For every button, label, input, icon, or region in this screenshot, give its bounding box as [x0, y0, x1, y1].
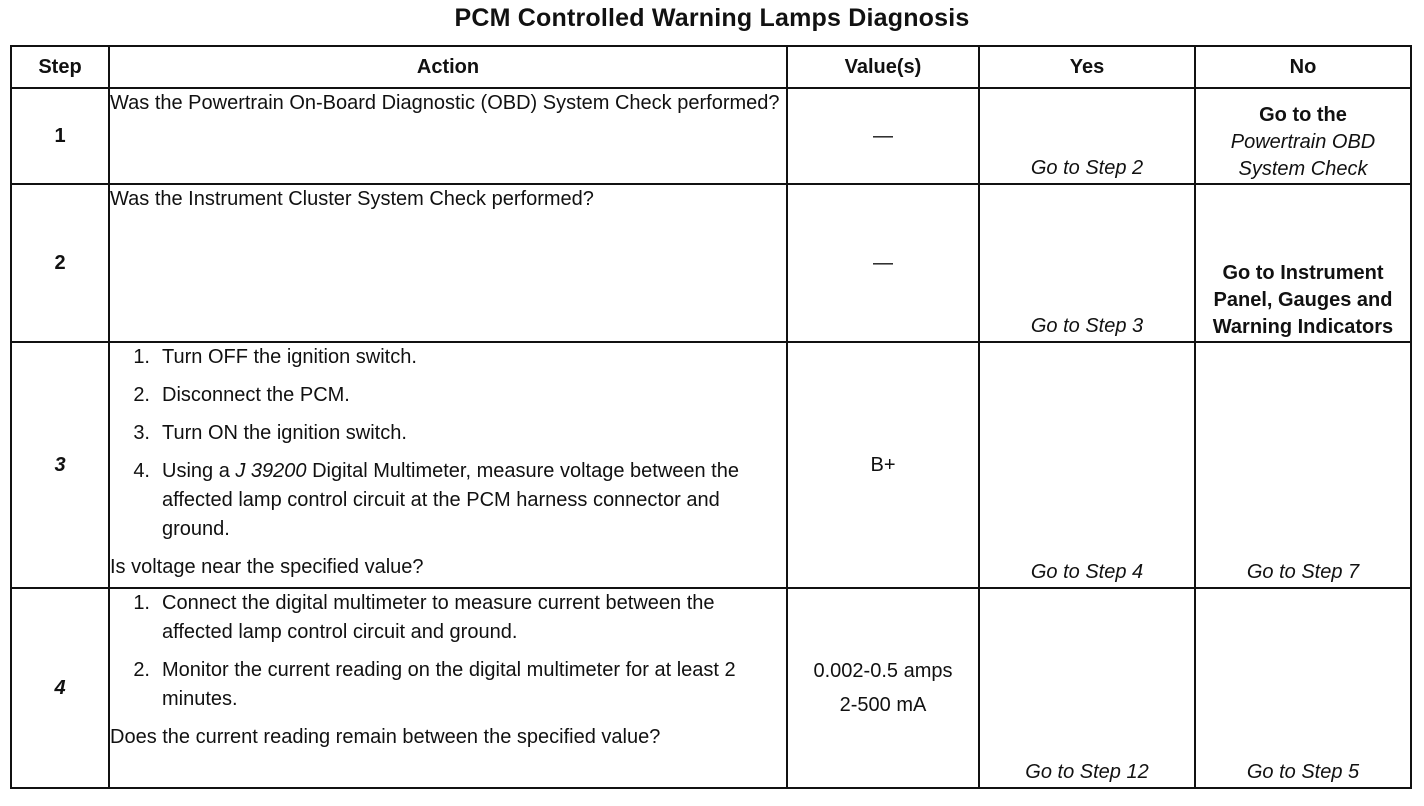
header-values: Value(s)	[787, 46, 979, 88]
yes-cell	[979, 184, 1195, 342]
header-yes: Yes	[979, 46, 1195, 88]
text-segment: Using a	[162, 460, 236, 482]
step-number: 4	[11, 588, 109, 788]
list-item-text: Turn OFF the ignition switch.	[162, 346, 417, 368]
no-prefix: Go to the	[1259, 104, 1347, 126]
list-item	[110, 381, 786, 410]
list-item	[110, 589, 786, 647]
diagnosis-table	[10, 45, 1412, 789]
table-row	[11, 88, 1411, 184]
yes-goto-link[interactable]: Go to Step 2	[1030, 157, 1144, 179]
list-item	[110, 457, 786, 544]
list-item-text	[162, 457, 786, 544]
action-steps-list	[110, 343, 786, 544]
yes-cell	[979, 88, 1195, 184]
value-line: 0.002-0.5 amps	[813, 660, 953, 682]
table-row	[11, 184, 1411, 342]
tool-reference: J 39200	[235, 460, 307, 482]
list-item-number: 2.	[133, 659, 150, 681]
action-steps-list	[110, 589, 786, 714]
document-title: PCM Controlled Warning Lamps Diagnosis	[454, 4, 970, 32]
step-number: 1	[11, 88, 109, 184]
table-row	[11, 588, 1411, 788]
step-number: 3	[11, 342, 109, 588]
list-item-text: Disconnect the PCM.	[162, 384, 350, 406]
yes-cell	[979, 588, 1195, 788]
header-no: No	[1195, 46, 1411, 88]
yes-goto-link[interactable]: Go to Step 12	[1025, 761, 1149, 783]
no-goto-link[interactable]: Go to Instrument Panel, Gauges and Warning Indicators	[1212, 262, 1394, 338]
value-line: 2-500 mA	[839, 694, 927, 716]
yes-goto-link[interactable]: Go to Step 3	[1030, 315, 1144, 337]
step-number: 2	[11, 184, 109, 342]
value-cell: B+	[787, 342, 979, 588]
action-cell	[109, 588, 787, 788]
list-item	[110, 656, 786, 714]
value-cell: —	[787, 184, 979, 342]
action-question: Does the current reading remain between the specified value?	[110, 726, 661, 748]
action-text: Was the Instrument Cluster System Check performed?	[109, 184, 787, 342]
text-segment: Digital Multimeter, measure voltage between the affected lamp control circuit at the PCM harness connector and ground.	[162, 460, 739, 540]
header-action: Action	[109, 46, 787, 88]
list-item-text: Monitor the current reading on the digital multimeter for at least 2 minutes.	[162, 659, 736, 710]
no-cell	[1195, 342, 1411, 588]
value-cell	[787, 588, 979, 788]
table-header-row	[11, 46, 1411, 88]
action-text: Was the Powertrain On-Board Diagnostic (OBD) System Check performed?	[109, 88, 787, 184]
list-item-text: Connect the digital multimeter to measure current between the affected lamp control circuit and ground.	[162, 592, 715, 643]
value-cell: —	[787, 88, 979, 184]
table-row	[11, 342, 1411, 588]
yes-cell	[979, 342, 1195, 588]
no-goto-link[interactable]: Powertrain OBD System Check	[1230, 131, 1376, 180]
action-question: Is voltage near the specified value?	[110, 556, 424, 578]
yes-goto-link[interactable]: Go to Step 4	[1030, 561, 1144, 583]
list-item-number: 1.	[133, 346, 150, 368]
no-cell	[1195, 184, 1411, 342]
no-cell	[1195, 88, 1411, 184]
list-item	[110, 343, 786, 372]
list-item-number: 2.	[133, 384, 150, 406]
no-goto-link[interactable]: Go to Step 5	[1246, 761, 1360, 783]
no-cell	[1195, 588, 1411, 788]
list-item-number: 1.	[133, 592, 150, 614]
list-item-text: Turn ON the ignition switch.	[162, 422, 407, 444]
header-step: Step	[11, 46, 109, 88]
list-item	[110, 419, 786, 448]
list-item-number: 3.	[133, 422, 150, 444]
action-cell	[109, 342, 787, 588]
no-goto-link[interactable]: Go to Step 7	[1246, 561, 1360, 583]
list-item-number: 4.	[133, 460, 150, 482]
